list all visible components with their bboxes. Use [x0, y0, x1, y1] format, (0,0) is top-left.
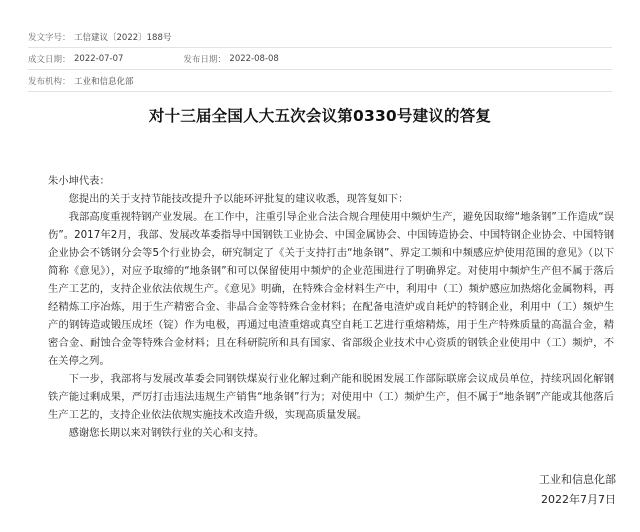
issuer-value: 工业和信息化部	[74, 76, 134, 87]
document-metadata	[28, 26, 612, 92]
body-paragraph-intro: 您提出的关于支持节能技改提升予以能环评批复的建议收悉，现答复如下：	[68, 193, 409, 205]
doc-number-label: 发文字号：	[28, 32, 71, 43]
body-paragraph-next-steps: 下一步，我部将与发展改革委会同钢铁煤炭行业化解过剩产能和脱困发展工作部际联席会议成员单位，持续巩固化解钢铁产能过剩成果，严厉打击违法违规生产销售“地条钢”行为；对使用中（工）频炉生产，但不属于“地条钢”产能或其他落后生产工艺的，支持企业依法依规实施技术改造升级，实现高质量发展。	[48, 373, 614, 421]
document-title: 对十三届全国人大五次会议第0330号建议的答复	[148, 107, 492, 125]
meta-row-issuer	[28, 70, 612, 92]
written-date-label: 成文日期：	[28, 54, 71, 65]
meta-row-doc-number	[28, 26, 612, 48]
written-date-value: 2022-07-07	[74, 53, 124, 64]
issuer-label: 发布机构：	[28, 76, 71, 87]
publish-date-value: 2022-08-08	[229, 53, 279, 64]
salutation: 朱小坤代表：	[48, 175, 110, 187]
meta-row-dates	[28, 48, 612, 70]
written-date-cell	[28, 53, 123, 65]
publish-date-label: 发布日期：	[183, 54, 226, 65]
signature-org: 工业和信息化部	[539, 473, 616, 486]
signature-date: 2022年7月7日	[541, 493, 616, 506]
body-paragraph-policy: 我部高度重视特钢产业发展。在工作中，注重引导企业合法合规合理使用中频炉生产，避免因取缔“地条钢”工作造成“误伤”。2017年2月，我部、发展改革委指导中国钢铁工业协会、中国金属协会、中国铸造协会、中国特钢企业协会、中国特钢企业协会不锈钢分会等5个行业协会，研究制定了《关于支持打击“地条钢”、界定工频和中频感应炉使用范围的意见》（以下简称《意见》），对应予取缔的“地条钢”和可以保留使用中频炉的企业范围进行了明确界定。对使用中频炉生产但不属于落后生产工艺的，支持企业依法依规生产。《意见》明确，在特殊合金材料生产中，利用中（工）频炉感应加热熔化金属物料，再经精炼工序冶炼，用于生产精密合金、非晶合金等特殊合金材料；在配备电渣炉或自耗炉的特钢企业，利用中（工）频炉生产的钢铸造或锻压成坯（锭）作为电极，再通过电渣重熔或真空自耗工艺进行重熔精炼，用于生产特殊质量的高温合金，精密合金、耐蚀合金等特殊合金材料；且在科研院所和具有国家、省部级企业技术中心资质的钢铁企业使用中（工）频炉，不在关停之列。	[48, 211, 614, 367]
doc-number-value: 工信建议〔2022〕188号	[74, 32, 172, 43]
body-paragraph-thanks: 感谢您长期以来对钢铁行业的关心和支持。	[68, 427, 265, 439]
publish-date-cell	[183, 53, 278, 65]
document-body	[48, 172, 614, 442]
signature-block	[539, 470, 616, 510]
